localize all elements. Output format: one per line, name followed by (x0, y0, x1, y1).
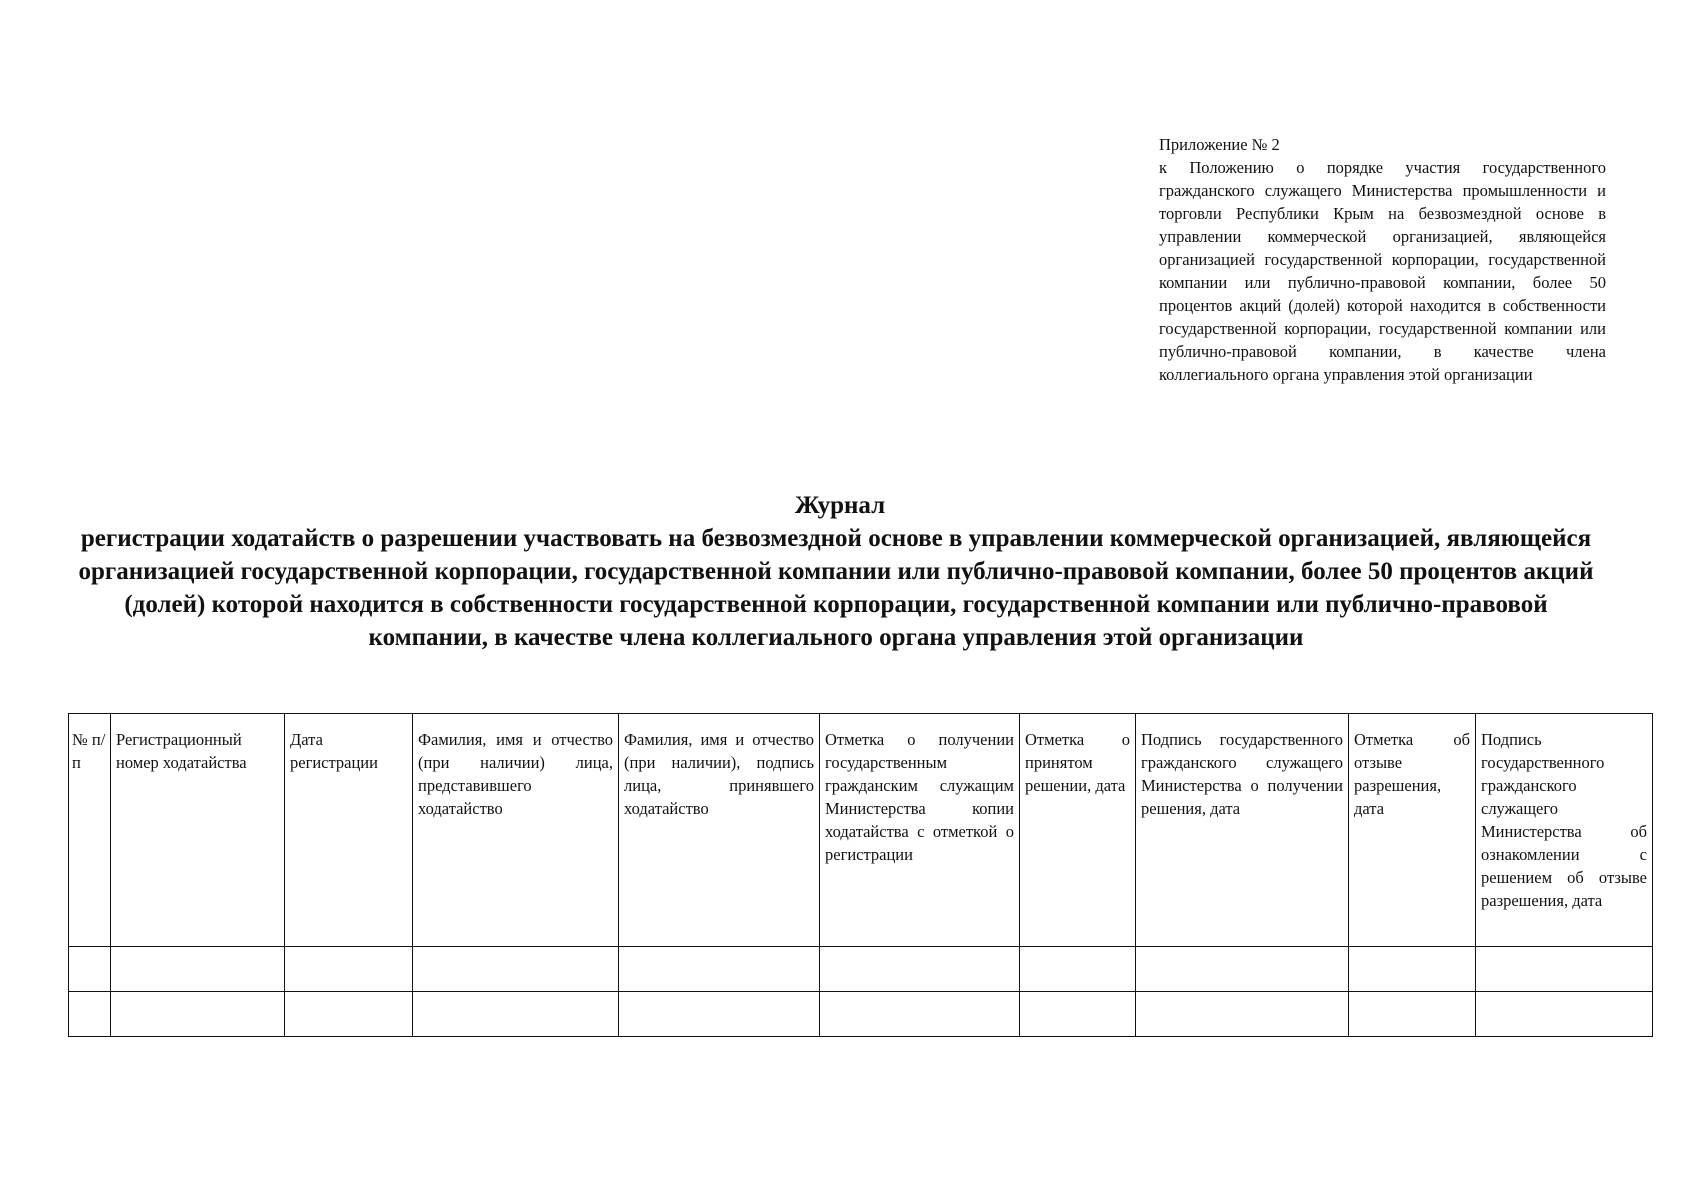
table-cell (1476, 947, 1653, 992)
table-cell (111, 992, 285, 1037)
column-header-copy-received-mark: Отметка о получении государственным гражданским служащим Министерства копии ходатайства с отметкой о регистрации (820, 714, 1020, 947)
column-header-registration-number: Регистрационный номер ходатайства (111, 714, 285, 947)
table-row (69, 992, 1653, 1037)
table-cell (1349, 992, 1476, 1037)
column-header-number: № п/п (69, 714, 111, 947)
journal-title: Журнал (794, 492, 886, 519)
column-header-decision-received-signature: Подпись государственного гражданского служащего Министерства о получении решения, дата (1136, 714, 1349, 947)
table-cell (1136, 947, 1349, 992)
table-row (69, 947, 1653, 992)
appendix-block (1159, 133, 1606, 386)
table-cell (619, 992, 820, 1037)
table-cell (69, 947, 111, 992)
table-cell (820, 947, 1020, 992)
table-cell (413, 992, 619, 1037)
column-header-receiver-name-signature: Фамилия, имя и отчество (при наличии), подпись лица, принявшего ходатайство (619, 714, 820, 947)
table-cell (285, 947, 413, 992)
table-cell (1476, 992, 1653, 1037)
table-header-row (69, 714, 1653, 947)
table-cell (111, 947, 285, 992)
column-header-decision-mark: Отметка о принятом решении, дата (1020, 714, 1136, 947)
column-header-registration-date: Дата регистрации (285, 714, 413, 947)
table-cell (413, 947, 619, 992)
table-cell (285, 992, 413, 1037)
table-cell (820, 992, 1020, 1037)
column-header-applicant-name: Фамилия, имя и отчество (при наличии) лица, представившего ходатайство (413, 714, 619, 947)
table-cell (619, 947, 820, 992)
table-cell (1020, 992, 1136, 1037)
table-cell (69, 992, 111, 1037)
appendix-title: Приложение № 2 (1159, 135, 1280, 154)
column-header-revocation-acknowledgement-signature: Подпись государственного гражданского служащего Министерства об ознакомлении с решением об отзыве разрешения, дата (1476, 714, 1653, 947)
table-cell (1020, 947, 1136, 992)
table-cell (1136, 992, 1349, 1037)
appendix-text: к Положению о порядке участия государственного гражданского служащего Министерства промышленности и торговли Республики Крым на безвозмездной основе в управлении коммерческой организацией, являющейся организацией государственной корпорации, государственной компании или публично-правовой компании, более 50 процентов акций (долей) которой находится в собственности государственной корпорации, государственной компании или публично-правовой компании, в качестве члена коллегиального органа управления этой организации (1159, 158, 1606, 384)
journal-subtitle: регистрации ходатайств о разрешении участвовать на безвозмездной основе в управлении коммерческой организацией, являющейся организацией государственной корпорации, государственной компании или публично-правовой компании, более 50 процентов акций (долей) которой находится в собственности государственной корпорации, государственной компании или публично-правовой компании, в качестве члена коллегиального органа управления этой организации (78, 525, 1594, 651)
column-header-revocation-mark: Отметка об отзыве разрешения, дата (1349, 714, 1476, 947)
table-cell (1349, 947, 1476, 992)
registration-table (68, 713, 1653, 1037)
